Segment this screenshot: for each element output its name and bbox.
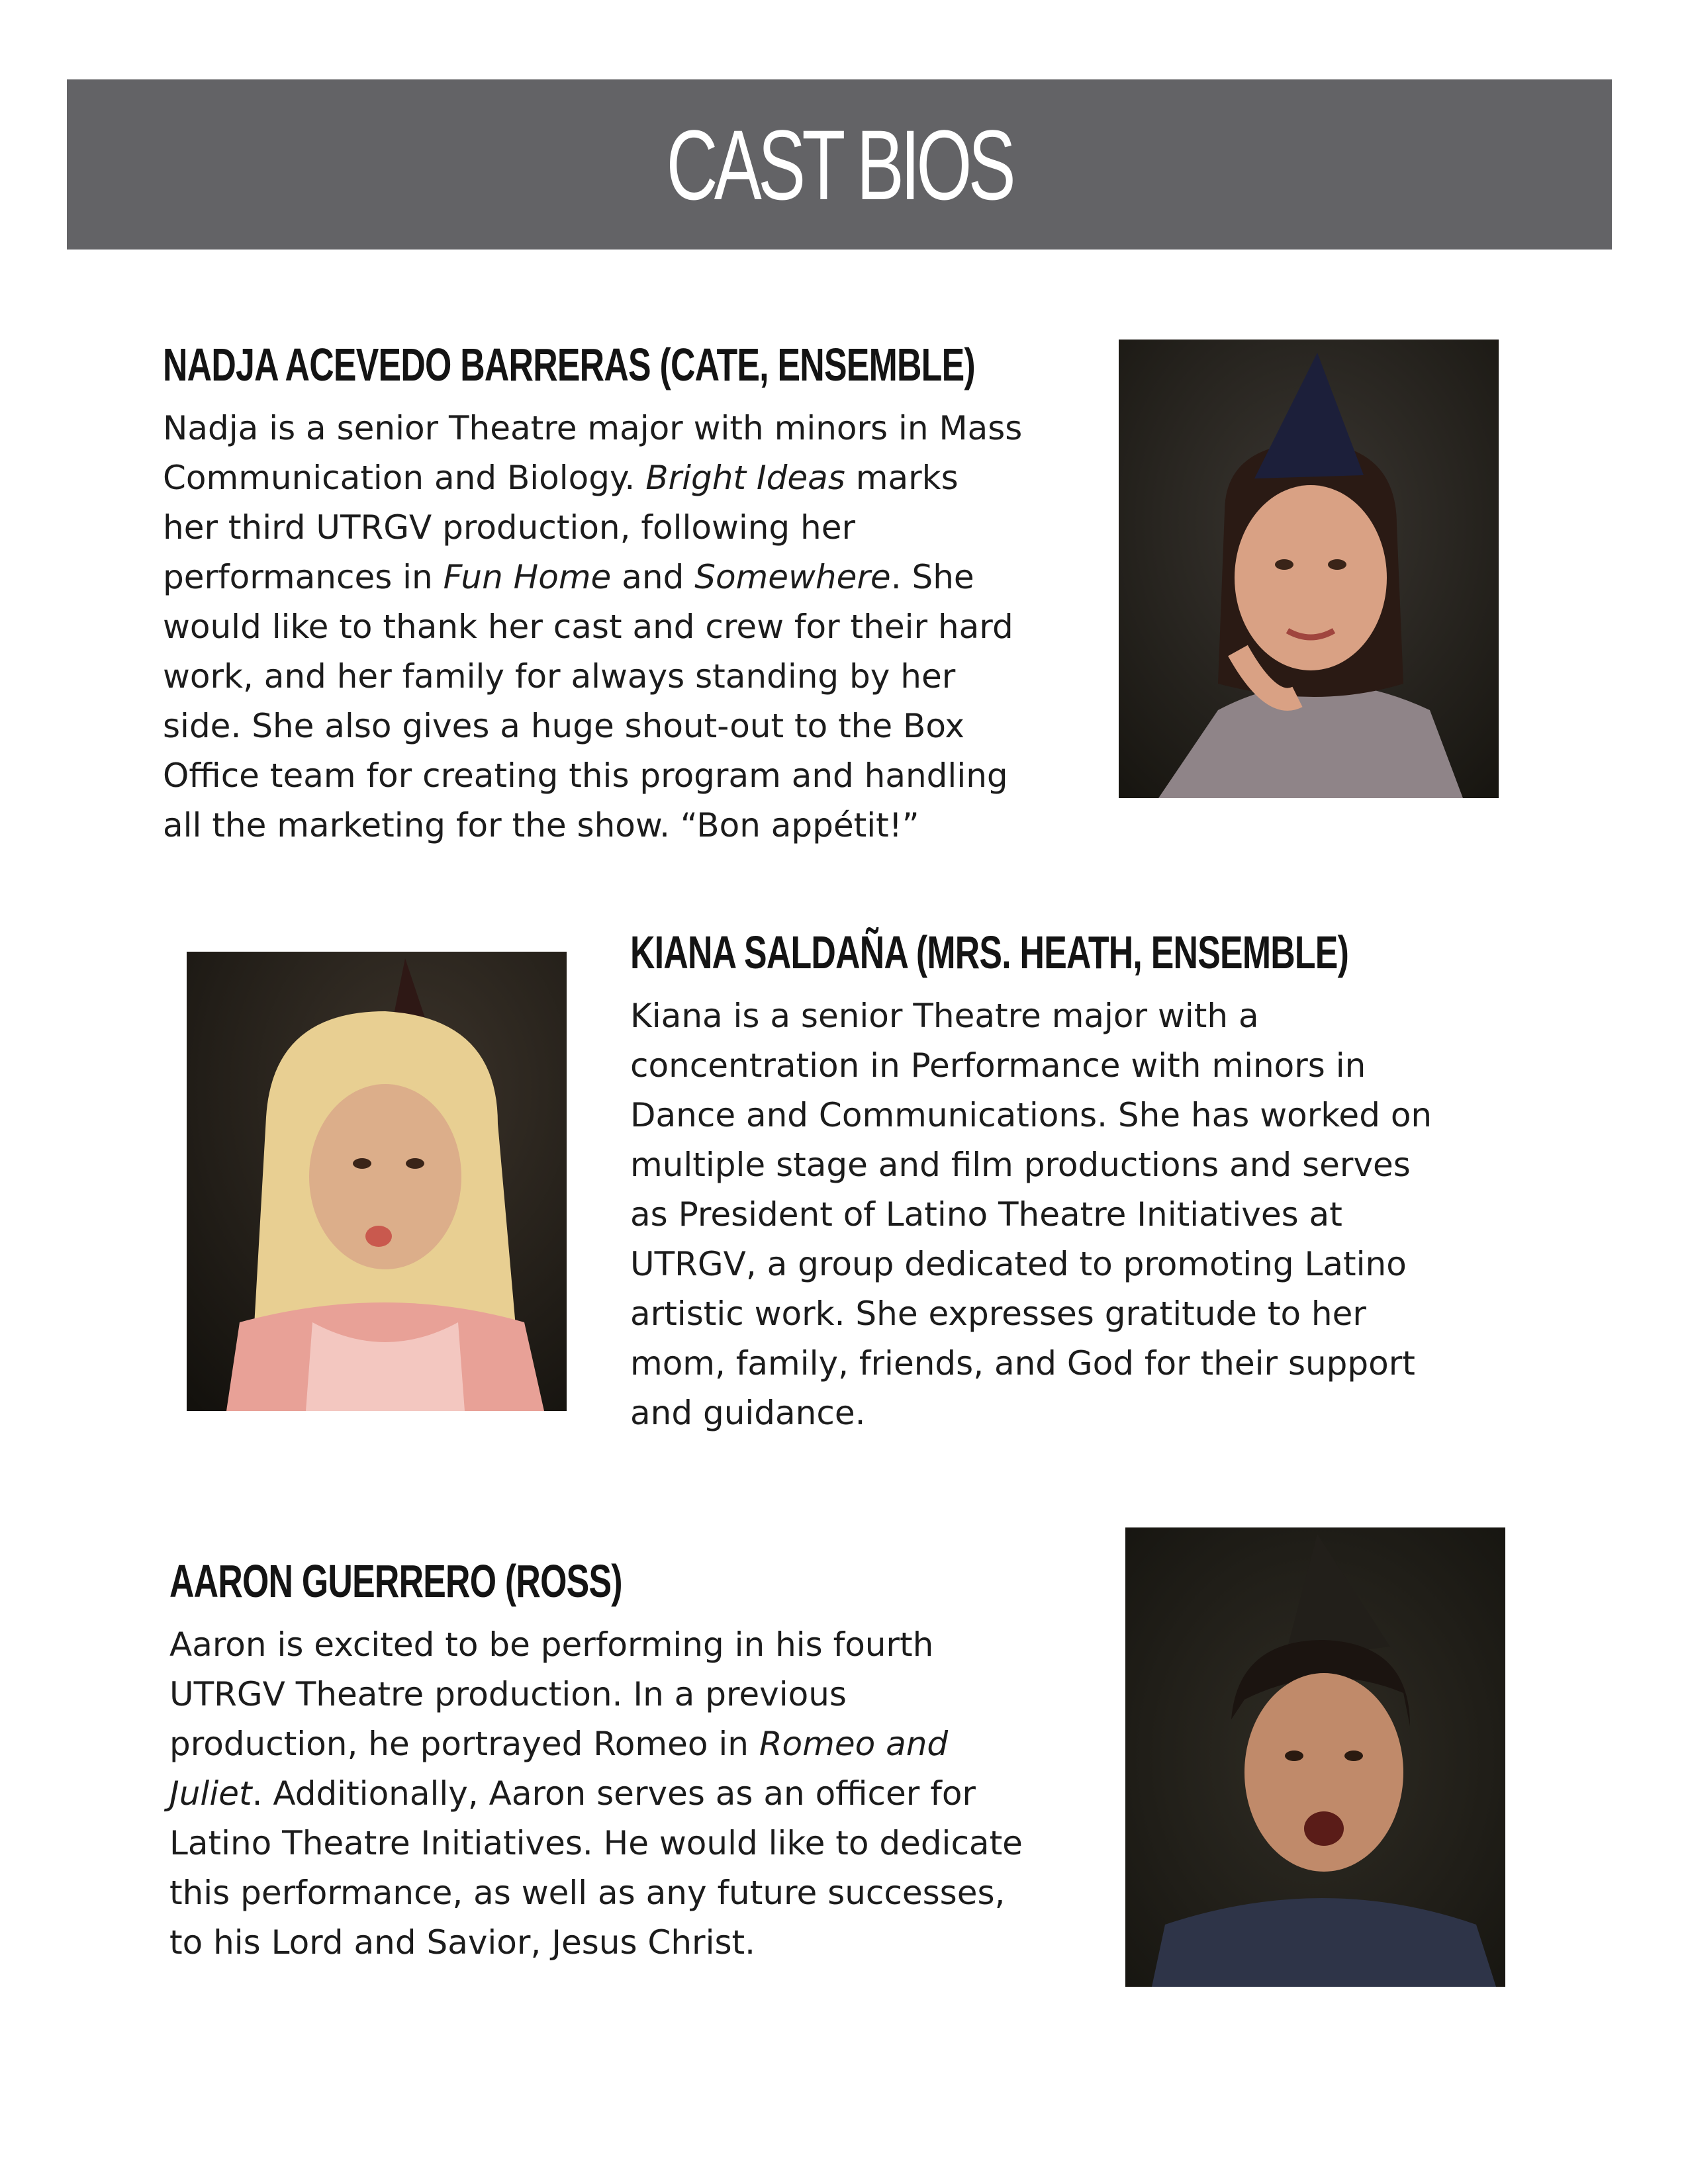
show-title: Fun Home <box>443 558 612 596</box>
portrait-image <box>1119 340 1499 798</box>
bio-line: UTRGV Theatre production. In a previous <box>169 1675 847 1713</box>
bio-line: would like to thank her cast and crew for their hard <box>163 608 1013 646</box>
bio-line: all the marketing for the show. “Bon appétit!” <box>163 806 919 844</box>
bio-name-aaron: AARON GUERRERO (ROSS) <box>169 1555 622 1607</box>
header-bar <box>67 79 1612 250</box>
bio-line: performances in Fun Home and Somewhere. She <box>163 558 974 596</box>
bio-text-nadja <box>163 404 1022 850</box>
show-title: Romeo and <box>759 1725 949 1763</box>
bio-line: Aaron is excited to be performing in his fourth <box>169 1625 934 1664</box>
bio-line: her third UTRGV production, following her <box>163 508 856 547</box>
bio-line: production, he portrayed Romeo in Romeo and <box>169 1725 949 1763</box>
bio-line: Communication and Biology. Bright Ideas marks <box>163 459 959 497</box>
bio-text-kiana <box>630 991 1432 1438</box>
bio-line: side. She also gives a huge shout-out to the Box <box>163 707 964 745</box>
bio-text-aaron <box>169 1620 1023 1968</box>
bio-line: to his Lord and Savior, Jesus Christ. <box>169 1923 756 1962</box>
bio-name-nadja: NADJA ACEVEDO BARRERAS (CATE, ENSEMBLE) <box>163 339 975 390</box>
bio-line: and guidance. <box>630 1394 866 1432</box>
bio-line: Latino Theatre Initiatives. He would like to dedicate <box>169 1824 1023 1862</box>
bio-line: Office team for creating this program and handling <box>163 756 1008 795</box>
bio-name-kiana: KIANA SALDAÑA (MRS. HEATH, ENSEMBLE) <box>630 927 1349 978</box>
show-title: Bright Ideas <box>645 459 845 497</box>
portrait-photo-aaron <box>1125 1527 1505 1987</box>
page-title: CAST BIOS <box>666 109 1013 220</box>
portrait-photo-kiana <box>187 952 567 1411</box>
portrait-photo-nadja <box>1119 340 1499 798</box>
portrait-image <box>187 952 567 1411</box>
bio-line: Nadja is a senior Theatre major with minors in Mass <box>163 409 1023 447</box>
bio-line: work, and her family for always standing by her <box>163 657 956 696</box>
bio-line: concentration in Performance with minors in <box>630 1046 1366 1085</box>
bio-line: as President of Latino Theatre Initiatives at <box>630 1195 1342 1234</box>
bio-line: this performance, as well as any future successes, <box>169 1874 1006 1912</box>
bio-line: UTRGV, a group dedicated to promoting Latino <box>630 1245 1407 1283</box>
show-title: Somewhere <box>694 558 891 596</box>
show-title: Juliet <box>169 1774 252 1813</box>
bio-line: Kiana is a senior Theatre major with a <box>630 997 1259 1035</box>
bio-line: artistic work. She expresses gratitude to her <box>630 1295 1366 1333</box>
bio-line: multiple stage and film productions and serves <box>630 1146 1411 1184</box>
bio-line: Dance and Communications. She has worked on <box>630 1096 1432 1134</box>
bio-line: mom, family, friends, and God for their support <box>630 1344 1415 1383</box>
portrait-image <box>1125 1527 1505 1987</box>
bio-line: Juliet. Additionally, Aaron serves as an officer for <box>169 1774 976 1813</box>
